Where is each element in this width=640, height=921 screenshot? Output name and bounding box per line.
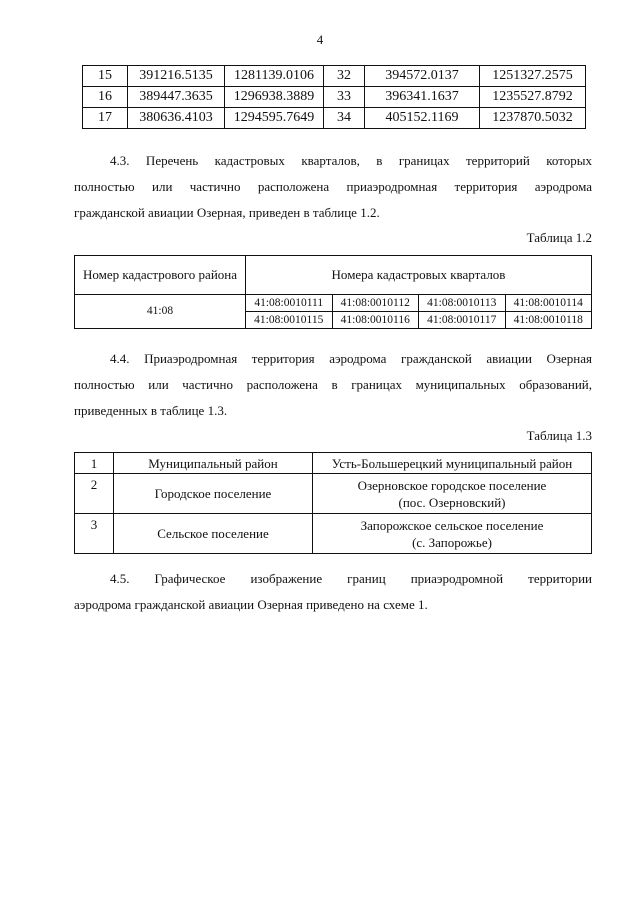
- paragraph-4-5: [74, 566, 592, 618]
- table-cell: 41:08:0010114: [505, 295, 592, 312]
- table-cell: 34: [324, 108, 365, 129]
- table-1-2-caption: Таблица 1.2: [526, 230, 592, 245]
- table-cell: 389447.3635: [128, 87, 225, 108]
- table-header-row: [75, 453, 592, 474]
- table-cell: 394572.0137: [365, 66, 480, 87]
- paragraph-line: полностью или частично расположена приаэродромная территория аэродрома: [74, 179, 592, 194]
- paragraph-4-3: [74, 148, 592, 226]
- settlement-name: Озерновское городское поселение: [357, 477, 547, 493]
- table-cell: 1237870.5032: [480, 108, 586, 129]
- table-cell: 1235527.8792: [480, 87, 586, 108]
- settlement-locality: (пос. Озерновский): [398, 494, 506, 510]
- settlement-type: Сельское поселение: [114, 514, 313, 554]
- table-cell: 1294595.7649: [225, 108, 324, 129]
- table-cell: 1296938.3889: [225, 87, 324, 108]
- municipalities-table: [74, 452, 592, 554]
- table-cell: 32: [324, 66, 365, 87]
- header-quarters: Номера кадастровых кварталов: [246, 256, 592, 295]
- row-num: 2: [75, 474, 114, 514]
- table-cell: 1251327.2575: [480, 66, 586, 87]
- table-cell: 41:08:0010116: [332, 312, 419, 329]
- table-cell: 41:08:0010111: [246, 295, 333, 312]
- settlement-name-cell: [313, 514, 592, 554]
- settlement-name-cell: [313, 474, 592, 514]
- table-cell: 15: [83, 66, 128, 87]
- table-cell: 33: [324, 87, 365, 108]
- coordinates-table: [82, 65, 586, 129]
- page-number: 4: [316, 32, 324, 47]
- paragraph-line: полностью или частично расположена в границах муниципальных образований,: [74, 377, 592, 392]
- table-cell: 1281139.0106: [225, 66, 324, 87]
- row-num: 3: [75, 514, 114, 554]
- table-1-3-caption: Таблица 1.3: [526, 428, 592, 443]
- paragraph-line: 4.5. Графическое изображение границ приаэродромной территории: [110, 571, 592, 586]
- table-cell: 396341.1637: [365, 87, 480, 108]
- header-district-name: Усть-Большерецкий муниципальный район: [313, 453, 592, 474]
- table-cell: 41:08:0010112: [332, 295, 419, 312]
- paragraph-line: гражданской авиации Озерная, приведен в таблице 1.2.: [74, 205, 380, 220]
- table-row: [83, 108, 586, 129]
- table-cell: 405152.1169: [365, 108, 480, 129]
- header-num: 1: [75, 453, 114, 474]
- table-row: [75, 295, 592, 312]
- settlement-name: Запорожское сельское поселение: [360, 517, 544, 533]
- table-cell: 380636.4103: [128, 108, 225, 129]
- table-cell: 41:08:0010117: [419, 312, 506, 329]
- paragraph-line: аэродрома гражданской авиации Озерная приведено на схеме 1.: [74, 597, 428, 612]
- table-row: [83, 66, 586, 87]
- paragraph-line: приведенных в таблице 1.3.: [74, 403, 228, 418]
- table-header-row: [75, 256, 592, 295]
- table-row: [83, 87, 586, 108]
- table-row: [75, 514, 592, 554]
- table-cell: 41:08:0010113: [419, 295, 506, 312]
- district-cell: 41:08: [75, 295, 246, 329]
- header-district: Номер кадастрового района: [75, 256, 246, 295]
- settlement-locality: (с. Запорожье): [412, 534, 492, 550]
- settlement-type: Городское поселение: [114, 474, 313, 514]
- paragraph-line: 4.4. Приаэродромная территория аэродрома гражданской авиации Озерная: [110, 351, 592, 366]
- table-row: [75, 474, 592, 514]
- table-cell: 41:08:0010115: [246, 312, 333, 329]
- table-cell: 391216.5135: [128, 66, 225, 87]
- paragraph-line: 4.3. Перечень кадастровых кварталов, в границах территорий которых: [110, 153, 592, 168]
- paragraph-4-4: [74, 346, 592, 424]
- table-cell: 16: [83, 87, 128, 108]
- table-cell: 17: [83, 108, 128, 129]
- table-cell: 41:08:0010118: [505, 312, 592, 329]
- cadastral-quarters-table: [74, 255, 592, 329]
- header-municipal-district: Муниципальный район: [114, 453, 313, 474]
